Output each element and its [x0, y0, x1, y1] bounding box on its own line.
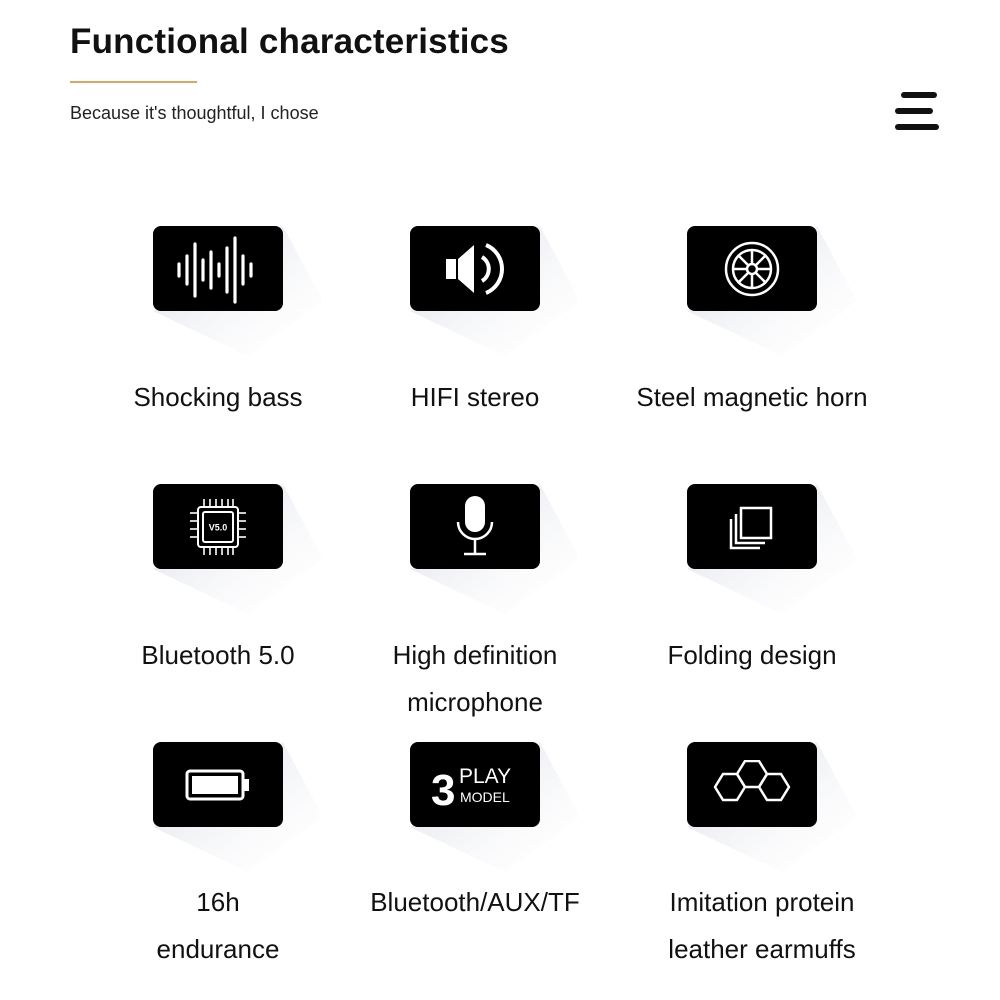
- feature-label: Steel magnetic horn: [636, 382, 868, 412]
- title-underline: [70, 81, 197, 83]
- play-mode-bottom-text: MODEL: [460, 788, 510, 805]
- feature-label: Imitation protein leather earmuffs: [668, 887, 856, 964]
- page-subtitle: Because it's thoughtful, I chose: [70, 103, 319, 123]
- play-mode-number: 3: [431, 765, 456, 815]
- feature-icon-tile: [687, 226, 817, 311]
- bluetooth-chip-icon: [186, 495, 250, 559]
- feature-label: 16h endurance: [156, 887, 280, 964]
- folding-layers-icon: [727, 502, 777, 552]
- feature-icon-tile: [153, 742, 283, 827]
- play-mode-icon: [425, 755, 525, 815]
- battery-icon: [183, 765, 253, 805]
- feature-icon-tile: [410, 226, 540, 311]
- play-mode-top-text: PLAY: [459, 764, 512, 788]
- chip-version-text: V5.0: [208, 522, 228, 532]
- feature-icon-tile: [153, 226, 283, 311]
- feature-icon-tile: [687, 484, 817, 569]
- page-title: Functional characteristics: [70, 22, 509, 61]
- hexagon-icon: [707, 760, 797, 810]
- hamburger-menu-icon[interactable]: [893, 91, 939, 131]
- feature-label: Bluetooth 5.0: [141, 640, 295, 670]
- feature-label: Folding design: [667, 640, 837, 670]
- feature-icon-tile: [687, 742, 817, 827]
- feature-label: High definition microphone: [392, 640, 558, 717]
- speaker-icon: [440, 239, 510, 299]
- sound-wave-icon: [173, 234, 263, 304]
- feature-icon-tile: [410, 484, 540, 569]
- feature-label: Bluetooth/AUX/TF: [370, 887, 580, 917]
- speaker-cone-icon: [722, 239, 782, 299]
- feature-icon-tile: [410, 742, 540, 827]
- feature-icon-tile: [153, 484, 283, 569]
- feature-label: HIFI stereo: [410, 382, 540, 412]
- microphone-icon: [450, 492, 500, 562]
- feature-label: Shocking bass: [133, 382, 303, 412]
